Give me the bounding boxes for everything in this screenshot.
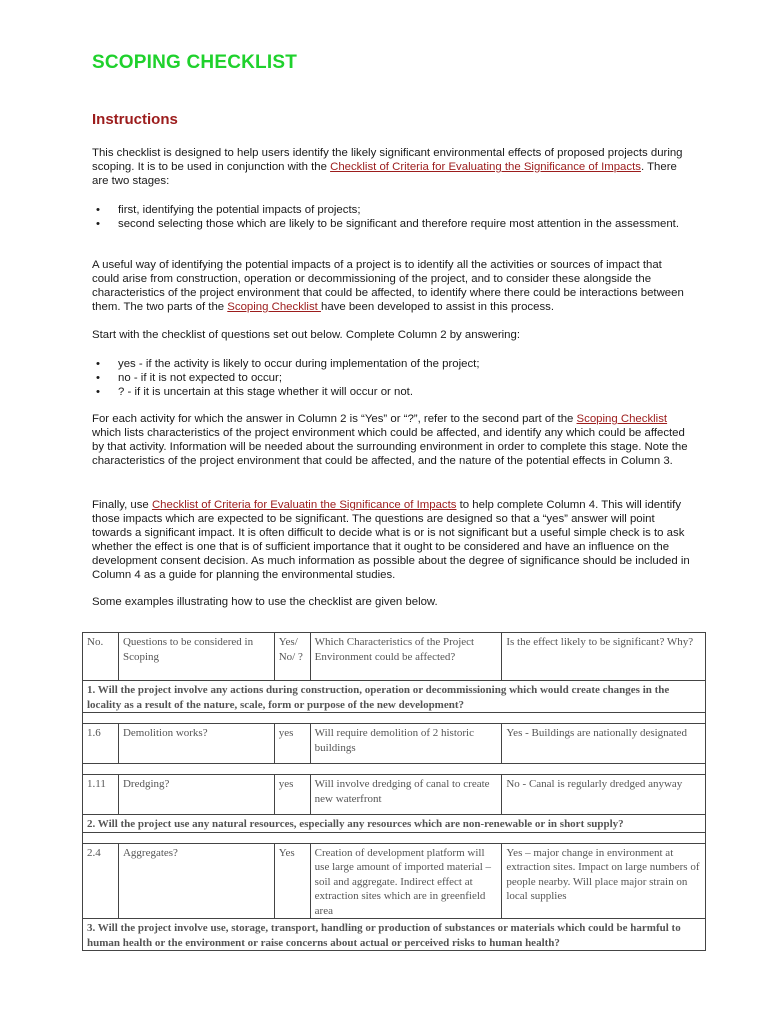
list-item: • yes - if the activity is likely to occur during implementation of the project;: [96, 358, 480, 370]
header-significance: Is the effect likely to be significant? Why?: [502, 633, 706, 681]
finally-paragraph: Finally, use Checklist of Criteria for Evaluatin the Significance of Impacts to help complete Column 4. This will identify those impacts which are expected to be significant. The questions are designed so that a “yes” answer will point towards a significant impact. It is often difficult to decide what is or is not significant but a useful simple check is to ask whether the effect is one that is of sufficient importance that it ought to be considered and have an influence on the development consent decision. As much information as possible about the degree of significance should be included in Column 4 as a guide for planning the environmental studies.: [92, 499, 690, 581]
start-paragraph: Start with the checklist of questions set out below. Complete Column 2 by answering:: [92, 329, 520, 341]
section-3: 3. Will the project involve use, storage, transport, handling or production of substances or materials which could be harmful to human health or the environment or raise concerns about actual or perceived risks to human health?: [83, 919, 706, 951]
page-title: SCOPING CHECKLIST: [92, 52, 298, 73]
section-row: [83, 815, 706, 833]
list-item: • no - if it is not expected to occur;: [96, 372, 282, 384]
scoping-checklist-link[interactable]: Scoping Checklist: [227, 300, 321, 313]
stages-list: [92, 203, 692, 231]
scoping-checklist-link-2[interactable]: Scoping Checklist: [576, 413, 668, 425]
header-yes-no: Yes/ No/ ?: [274, 633, 310, 681]
header-questions: Questions to be considered in Scoping: [118, 633, 274, 681]
header-characteristics: Which Characteristics of the Project Environment could be affected?: [310, 633, 502, 681]
header-no: No.: [83, 633, 119, 681]
scoping-table: [82, 632, 706, 951]
criteria-checklist-link[interactable]: Checklist of Criteria for Evaluating the Significance of Impacts: [330, 160, 641, 173]
table-row: 2.4 Aggregates? Yes Creation of development platform will use large amount of imported material – soil and aggregate. Indirect effect at extraction sites which are in greenfield area Yes – major change in environment at extraction sites. Impact on large numbers of people nearby. Will place major strain on local supplies: [83, 843, 706, 919]
intro-paragraph: This checklist is designed to help users identify the likely significant environmental effects of proposed projects during scoping. It is to be used in conjunction with the Checklist of Criteria for Evaluating the Significance of Impacts. There are two stages:: [92, 147, 683, 187]
list-item: • first, identifying the potential impacts of projects;: [96, 204, 361, 216]
section-1: 1. Will the project involve any actions during construction, operation or decommissioning which would create changes in the locality as a result of the nature, scale, form or purpose of the new development?: [83, 681, 706, 713]
section-row: [83, 919, 706, 951]
evaluation-checklist-link[interactable]: Checklist of Criteria for Evaluatin the Significance of Impacts: [151, 499, 457, 511]
section-row: [83, 681, 706, 713]
list-item: • ? - if it is uncertain at this stage whether it will occur or not.: [96, 386, 414, 398]
examples-paragraph: Some examples illustrating how to use the checklist are given below.: [92, 596, 438, 608]
identification-paragraph: A useful way of identifying the potential impacts of a project is to identify all the activities or sources of impact that could arise from construction, operation or decommissioning of the project, and to consider these alongside the characteristics of the project environment that could be affected, to identify where there could be interactions between them. The two parts of the Scoping Checklist have been developed to assist in this process.: [92, 259, 684, 313]
table-header-row: [83, 633, 706, 681]
answers-list: [92, 357, 692, 399]
activity-paragraph: For each activity for which the answer in Column 2 is “Yes” or “?”, refer to the second part of the Scoping Checklist which lists characteristics of the project environment which could be affected, and identify any which could be affected by that activity. Information will be needed about the surrounding environment in order to complete this stage. Note the characteristics of the project environment that could be affected, and the nature of the potential effects in Column 3.: [92, 413, 688, 467]
list-item: • second selecting those which are likely to be significant and therefore require most attention in the assessment.: [96, 218, 679, 230]
instructions-heading: Instructions: [92, 111, 178, 128]
table-row: 1.11 Dredging? yes Will involve dredging of canal to create new waterfront No - Canal is regularly dredged anyway: [83, 775, 706, 815]
table-row: 1.6 Demolition works? yes Will require demolition of 2 historic buildings Yes - Buildings are nationally designated: [83, 724, 706, 764]
section-2: 2. Will the project use any natural resources, especially any resources which are non-renewable or in short supply?: [83, 815, 706, 833]
